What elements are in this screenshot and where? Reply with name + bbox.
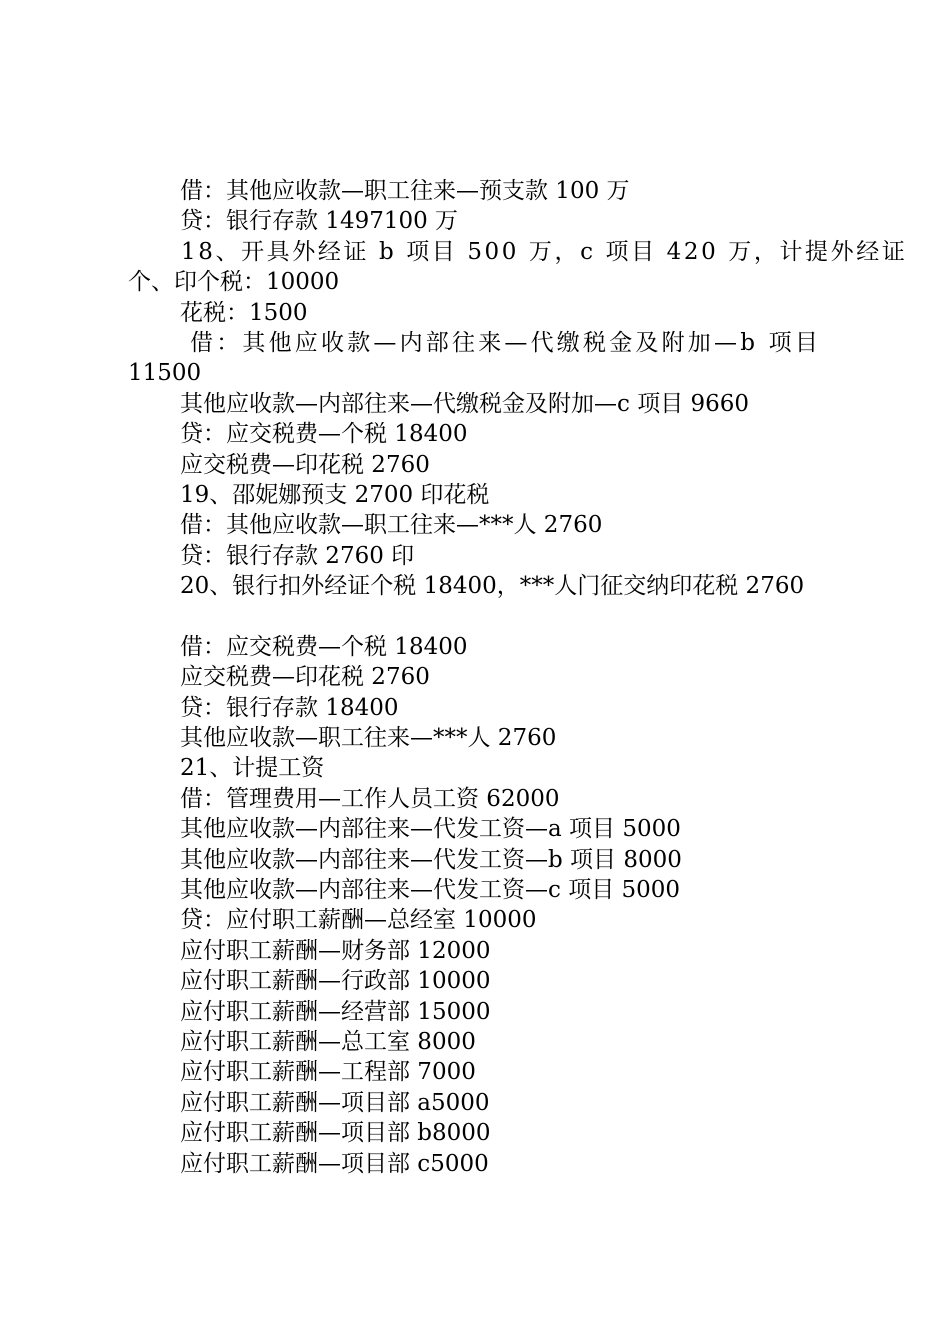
text-line: 18、开具外经证 b 项目 500 万，c 项目 420 万，计提外经证 <box>181 238 908 265</box>
text-line: 应付职工薪酬—工程部 7000 <box>180 1059 476 1086</box>
text-line: 11500 <box>128 360 202 387</box>
text-line: 贷：银行存款 18400 <box>180 694 399 721</box>
blank-line <box>0 601 950 631</box>
text-line: 20、银行扣外经证个税 18400，***人门征交纳印花税 2760 <box>180 573 805 600</box>
text-line: 其他应收款—内部往来—代发工资—a 项目 5000 <box>180 816 681 843</box>
text-line: 借：应交税费—个税 18400 <box>180 633 468 660</box>
text-line: 应付职工薪酬—经营部 15000 <box>180 998 491 1025</box>
text-line: 贷：银行存款 1497100 万 <box>180 208 459 235</box>
text-line: 贷：银行存款 2760 印 <box>180 542 415 569</box>
text-line: 其他应收款—内部往来—代发工资—b 项目 8000 <box>180 846 682 873</box>
text-line: 19、邵妮娜预支 2700 印花税 <box>180 481 490 508</box>
text-line: 应付职工薪酬—行政部 10000 <box>180 968 491 995</box>
text-line: 其他应收款—内部往来—代缴税金及附加—c 项目 9660 <box>180 390 750 417</box>
text-line: 贷：应交税费—个税 18400 <box>180 421 468 448</box>
text-line: 21、计提工资 <box>180 755 325 782</box>
text-line: 借：管理费用—工作人员工资 62000 <box>180 785 560 812</box>
text-line: 其他应收款—职工往来—***人 2760 <box>180 725 557 752</box>
document-body <box>0 176 950 1179</box>
text-line: 借：其他应收款—内部往来—代缴税金及附加—b 项目 <box>190 329 822 356</box>
text-line: 应付职工薪酬—总工室 8000 <box>180 1028 476 1055</box>
text-line: 应交税费—印花税 2760 <box>180 664 430 691</box>
text-line: 应付职工薪酬—项目部 a5000 <box>180 1089 490 1116</box>
text-line: 个、印个税：10000 <box>128 269 340 296</box>
text-line: 借：其他应收款—职工往来—预支款 100 万 <box>180 178 630 204</box>
text-line: 应交税费—印花税 2760 <box>180 451 430 478</box>
text-line: 应付职工薪酬—项目部 c5000 <box>180 1150 489 1177</box>
text-line: 其他应收款—内部往来—代发工资—c 项目 5000 <box>180 876 681 903</box>
text-line: 借：其他应收款—职工往来—***人 2760 <box>180 512 603 539</box>
text-line: 贷：应付职工薪酬—总经室 10000 <box>180 907 537 934</box>
text-line: 应付职工薪酬—财务部 12000 <box>180 937 491 964</box>
text-line: 应付职工薪酬—项目部 b8000 <box>180 1120 491 1147</box>
text-line: 花税：1500 <box>180 299 308 326</box>
